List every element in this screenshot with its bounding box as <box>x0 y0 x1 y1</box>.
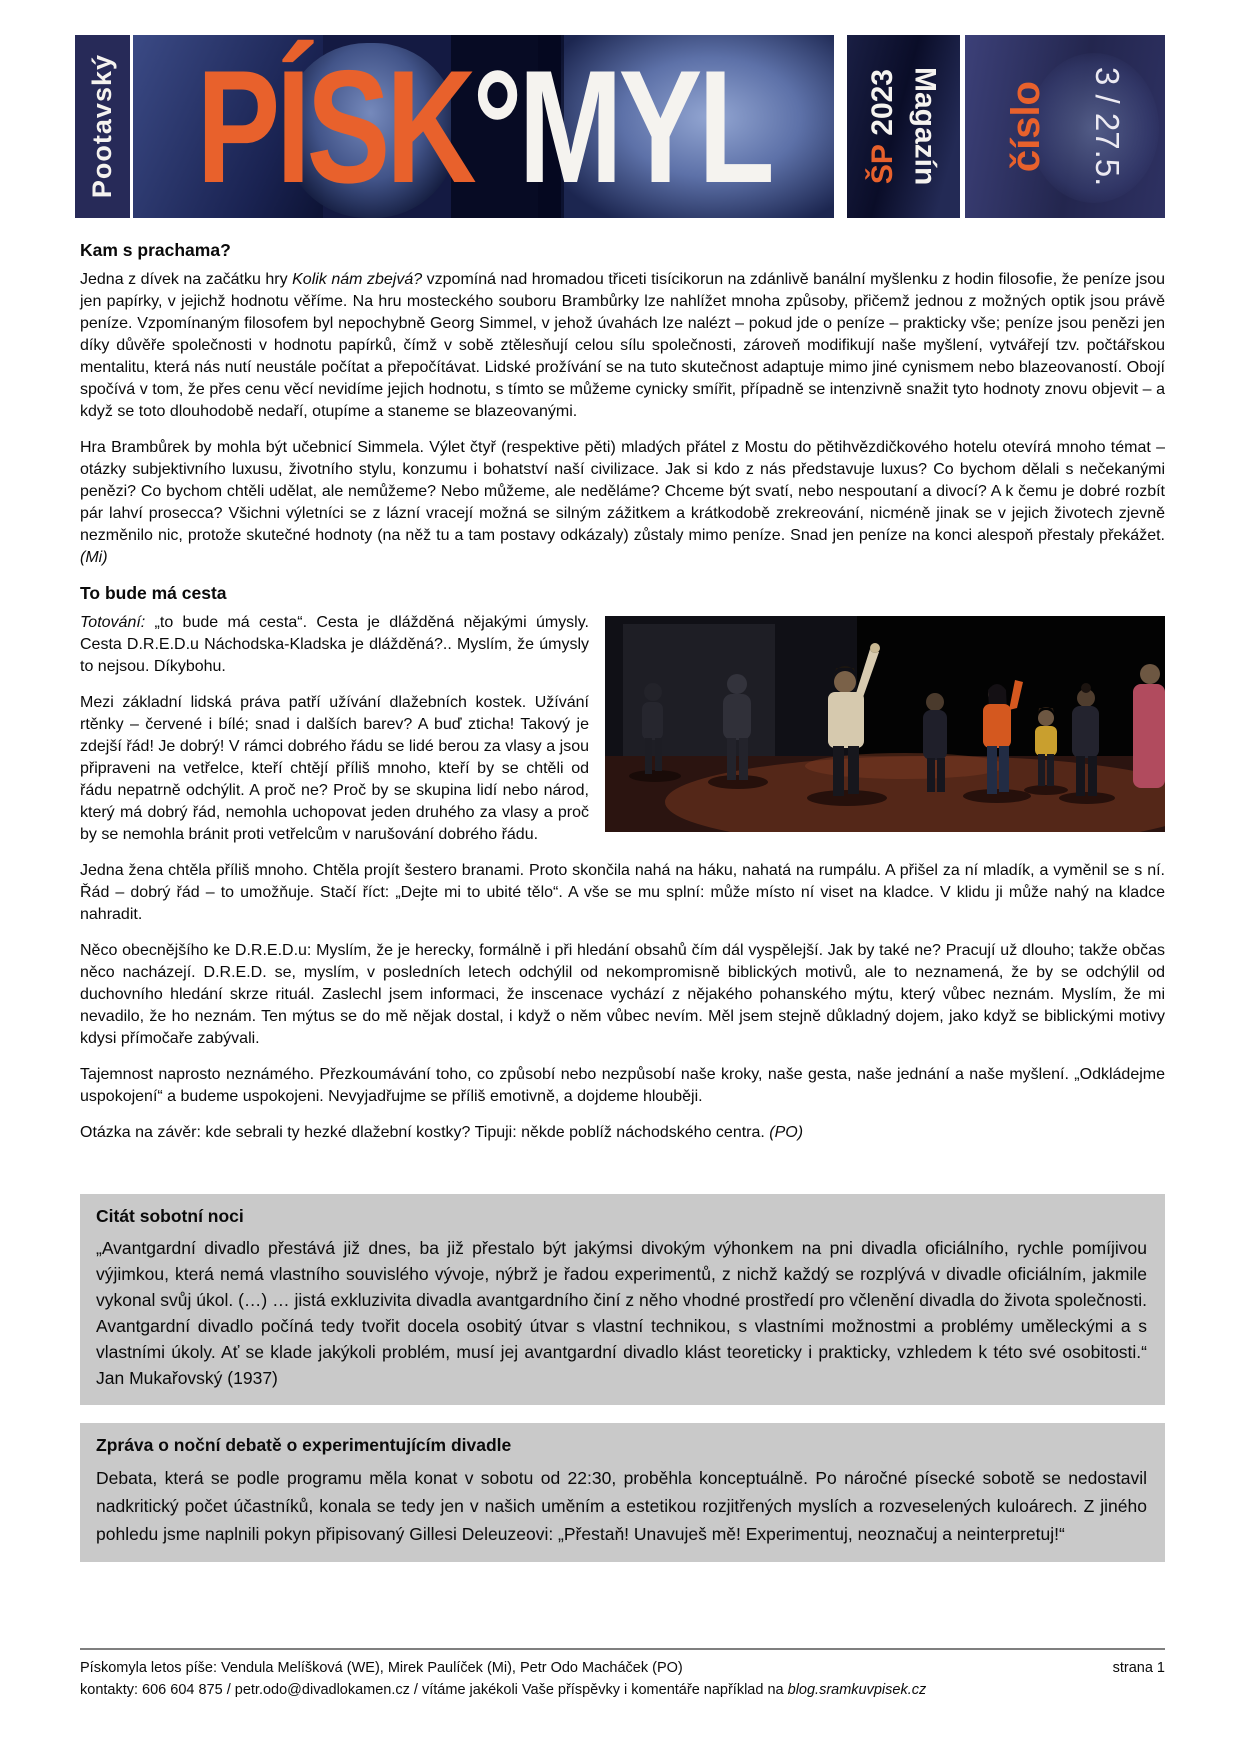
footer-contacts: kontakty: 606 604 875 / petr.odo@divadlokamen.cz / vítáme jakékoli Vaše příspěvky i komentáře například na <box>80 1682 788 1698</box>
masthead-banner <box>75 35 1165 218</box>
article2-paragraph-6 <box>80 1122 1165 1144</box>
article2-paragraph-2: Mezi základní lidská práva patří užívání dlažebních kostek. Užívání rtěnky – červené i bílé; snad i dalších barev? A buď zticha! Takový je zdejší řád! Je dobrý! V rámci dobrého řádu se lidé berou za vlasy a jsou připraveni na vetřelce, kteří chtějí příliš mnoho, kteří by se chtěli od řádu nepatrně odchýlit. A proč ne? Proč by se skupina lidí nebo národ, který má dobrý řád, nemohla uchopovat jeden druhého za vlasy a proč by se nemohla bránit proti vetřelcům v narušování dobrého řádu. <box>80 694 589 843</box>
paragraph-text: vzpomíná nad hromadou třiceti tisícikorun na zdánlivě banální myšlenku z hodin filosofie, že peníze jsou jen papírky, v jejichž hodnotu věříme. Na hru mosteckého souboru Brambůrky lze nahlížet mnoha způsoby, přičemž jednou z možných optik jsou právě peníze. Vzpomínaným filosofem byl nepochybně Georg Simmel, v jehož úvahách lze nalézt – pokud jde o peníze – prakticky vše; peníze jsou penězi jen díky důvěře společnosti v hodnotu papírků, čímž v sobě ztělesňují celou sílu společnosti, zároveň modifikují naše myšlení, vytvářejí tzv. počtářskou mentalitu, která nás nutí neustále počítat a přepočítávat. Lidské prožívání se na tuto skutečnost adaptuje mimo jiné cynismem nebo blazeovaností. Obojí spočívá v tom, že přes cenu věcí nevidíme jejich hodnotu, s tímto se můžeme cynicky smířit, případně se intenzivně snažit tyto hodnoty znovu objevit – a když se toto dlouhodobě nedaří, otupíme a staneme se blazeovanými. <box>80 271 1165 420</box>
festival-abbrev: ŠP <box>865 144 899 185</box>
edition-magazine-label: Magazín <box>908 67 942 186</box>
masthead-issue-block <box>965 35 1165 218</box>
stage-photo <box>605 616 1165 832</box>
author-initials-italic: (PO) <box>769 1124 804 1141</box>
issue-label: číslo <box>1004 80 1048 173</box>
article2-paragraph-3: Jedna žena chtěla příliš mnoho. Chtěla projít šestero branami. Proto skončila nahá na háku, nahatá na rumpálu. A přišel za ní mladík, a vyměnil se s ní. Řád – dobrý řád – to umožňuje. Stačí říct: „Dejte mi to ubité tělo“. A vše se mu splní: může místo ní viset na kladce. V klidu ji může nahý na kladce nahradit. <box>80 862 1165 923</box>
paragraph-text: Otázka na závěr: kde sebrali ty hezké dlažební kostky? Tipuji: někde poblíž náchodského centra. <box>80 1124 770 1141</box>
article2-paragraph-5: Tajemnost naprosto neznámého. Přezkoumávání toho, co způsobí nebo nezpůsobí naše kroky, naše gesta, naše jednání a naše myšlení. „Odkládejme uspokojení“ a budeme uspokojeni. Nevyjadřujme se příliš emotivně, a dojdeme hlouběji. <box>80 1066 1165 1105</box>
region-label: Pootavský <box>87 54 117 199</box>
magazine-logo <box>182 35 785 218</box>
paragraph-text: Hra Brambůrek by mohla být učebnicí Simmela. Výlet čtyř (respektive pěti) mladých přátel z Mostu do pětihvězdičkového hotelu otevírá mnoho témat – otázky subjektivního luxusu, životního stylu, konzumu i bohatství naší civilizace. Jak si kdo z nás představuje luxus? Co bychom dělali s nečekanými penězi? Co bychom chtěli udělat, ale nemůžeme? Nebo můžeme, ale neděláme? Chceme být svatí, nebo nespoutaní a divocí? A k čemu je dobré rozbít pár lahví prosecca? Všichni výletníci se z lázní vracejí možná se silným zážitkem a krátkodobě zrekreování, nicméně jinak se v jejich životech zjevně nezměnilo nic, protože skutečné hodnoty (na něž tu a tam postavy odkázaly) zůstaly mimo peníze. Snad jen peníze na konci alespoň přestaly překážet. <box>80 439 1165 544</box>
issue-number: 3 / 27.5. <box>1089 66 1126 187</box>
paragraph-text: „to bude má cesta“. Cesta je dlážděná nějakými úmysly. Cesta D.R.E.D.u Náchodska-Kladska je dlážděná?.. Myslím, že úmysly to nejsou. Díkybohu. <box>80 614 589 675</box>
lead-word-italic: Totování: <box>80 614 146 631</box>
play-title-italic: Kolik nám zbejvá? <box>292 271 423 288</box>
article1-paragraph-2 <box>80 437 1165 569</box>
page-content <box>80 240 1165 1562</box>
article2-paragraph-4: Něco obecnějšího ke D.R.E.D.u: Myslím, že je herecky, formálně i při hledání obsahů čím dál vyspělejší. Jak by také ne? Pracují už dlouho; takže občas něco nacházejí. D.R.E.D. se, myslím, v posledních letech odchýlil od nekompromisně biblických motivů, ale to neznamená, že by se odchýlil od duchovního hledání skrze rituál. Zaslechl jsem informaci, že inscenace vychází z nějakého pohanského mýtu, který vůbec neznám. Myslím, že mi nevadilo, že ho neznám. Ten mýtus se do mě nějak dostal, i když o něm vůbec nevím. Měl jsem stejně důkladný dojem, jako když se biblickými motivy kdysi přímočaře zabývali. <box>80 942 1165 1047</box>
footer-contacts-row <box>80 1679 1165 1701</box>
masthead-region-strip <box>75 35 130 218</box>
article1-paragraph-1 <box>80 269 1165 423</box>
footer-blog-url: blog.sramkuvpisek.cz <box>787 1682 927 1698</box>
page-number: strana 1 <box>1112 1660 1165 1676</box>
stage-photo-graphic <box>605 616 1165 832</box>
article2-title: To bude má cesta <box>80 583 227 603</box>
masthead-edition-block <box>847 35 960 218</box>
quote-box-title: Citát sobotní noci <box>96 1206 244 1226</box>
quote-box-text: „Avantgardní divadlo přestává již dnes, ba již přestalo být jakýmsi divokým výhonkem na pni divadla oficiálního, rychle pomíjivou výjimkou, která nemá vlastního souvislého vývoje, nýbrž je řadou experimentů, z nichž každý se rozplývá v divadle oficiálním, jakmile vykonal svůj úkol. (…) … jistá exkluzivita divadla avantgardního činí z něho vhodné prostředí pro včlenění divadla do života společnosti. Avantgardní divadlo počíná tedy tvořit docela osobitý útvar s vlastní technikou, s vlastními možnostmi a problémy uměleckými a s vlastními úkoly. Ať se klade jakýkoli problém, musí jej avantgardní divadlo klást teoreticky i prakticky, vzhledem k této své osobitosti.“ Jan Mukařovský (1937) <box>96 1238 1147 1388</box>
masthead-logo-block <box>133 35 834 218</box>
report-box <box>80 1423 1165 1562</box>
logo-text-orange: PÍSK <box>196 36 473 216</box>
author-initials-italic: (Mi) <box>80 549 108 566</box>
report-box-title: Zpráva o noční debatě o experimentujícím divadle <box>96 1435 512 1455</box>
report-box-text: Debata, která se podle programu měla konat v sobotu od 22:30, proběhla konceptuálně. Po náročné písecké sobotě se nedostavil nadkritický počet účastníků, konala se tedy jen v našich uměním a estetikou rozjitřených myslích a rozveselených kuloárech. Z jiného pohledu jsme naplnili pokyn připisovaný Gillesi Deleuzeovi: „Přestaň! Unavuješ mě! Experimentuj, neoznačuj a neinterpretuj!“ <box>96 1468 1147 1544</box>
paragraph-text: Jedna z dívek na začátku hry <box>80 271 293 288</box>
article1-title: Kam s prachama? <box>80 240 231 260</box>
page-footer <box>80 1648 1165 1701</box>
footer-authors: Pískomyla letos píše: Vendula Melíšková (WE), Mirek Paulíček (Mi), Petr Odo Macháček (PO) <box>80 1660 683 1676</box>
quote-box <box>80 1194 1165 1405</box>
footer-authors-row <box>80 1657 1165 1679</box>
edition-year: 2023 <box>865 68 899 145</box>
edition-festival-year <box>866 69 900 184</box>
logo-text-white: °MYL <box>472 36 771 216</box>
